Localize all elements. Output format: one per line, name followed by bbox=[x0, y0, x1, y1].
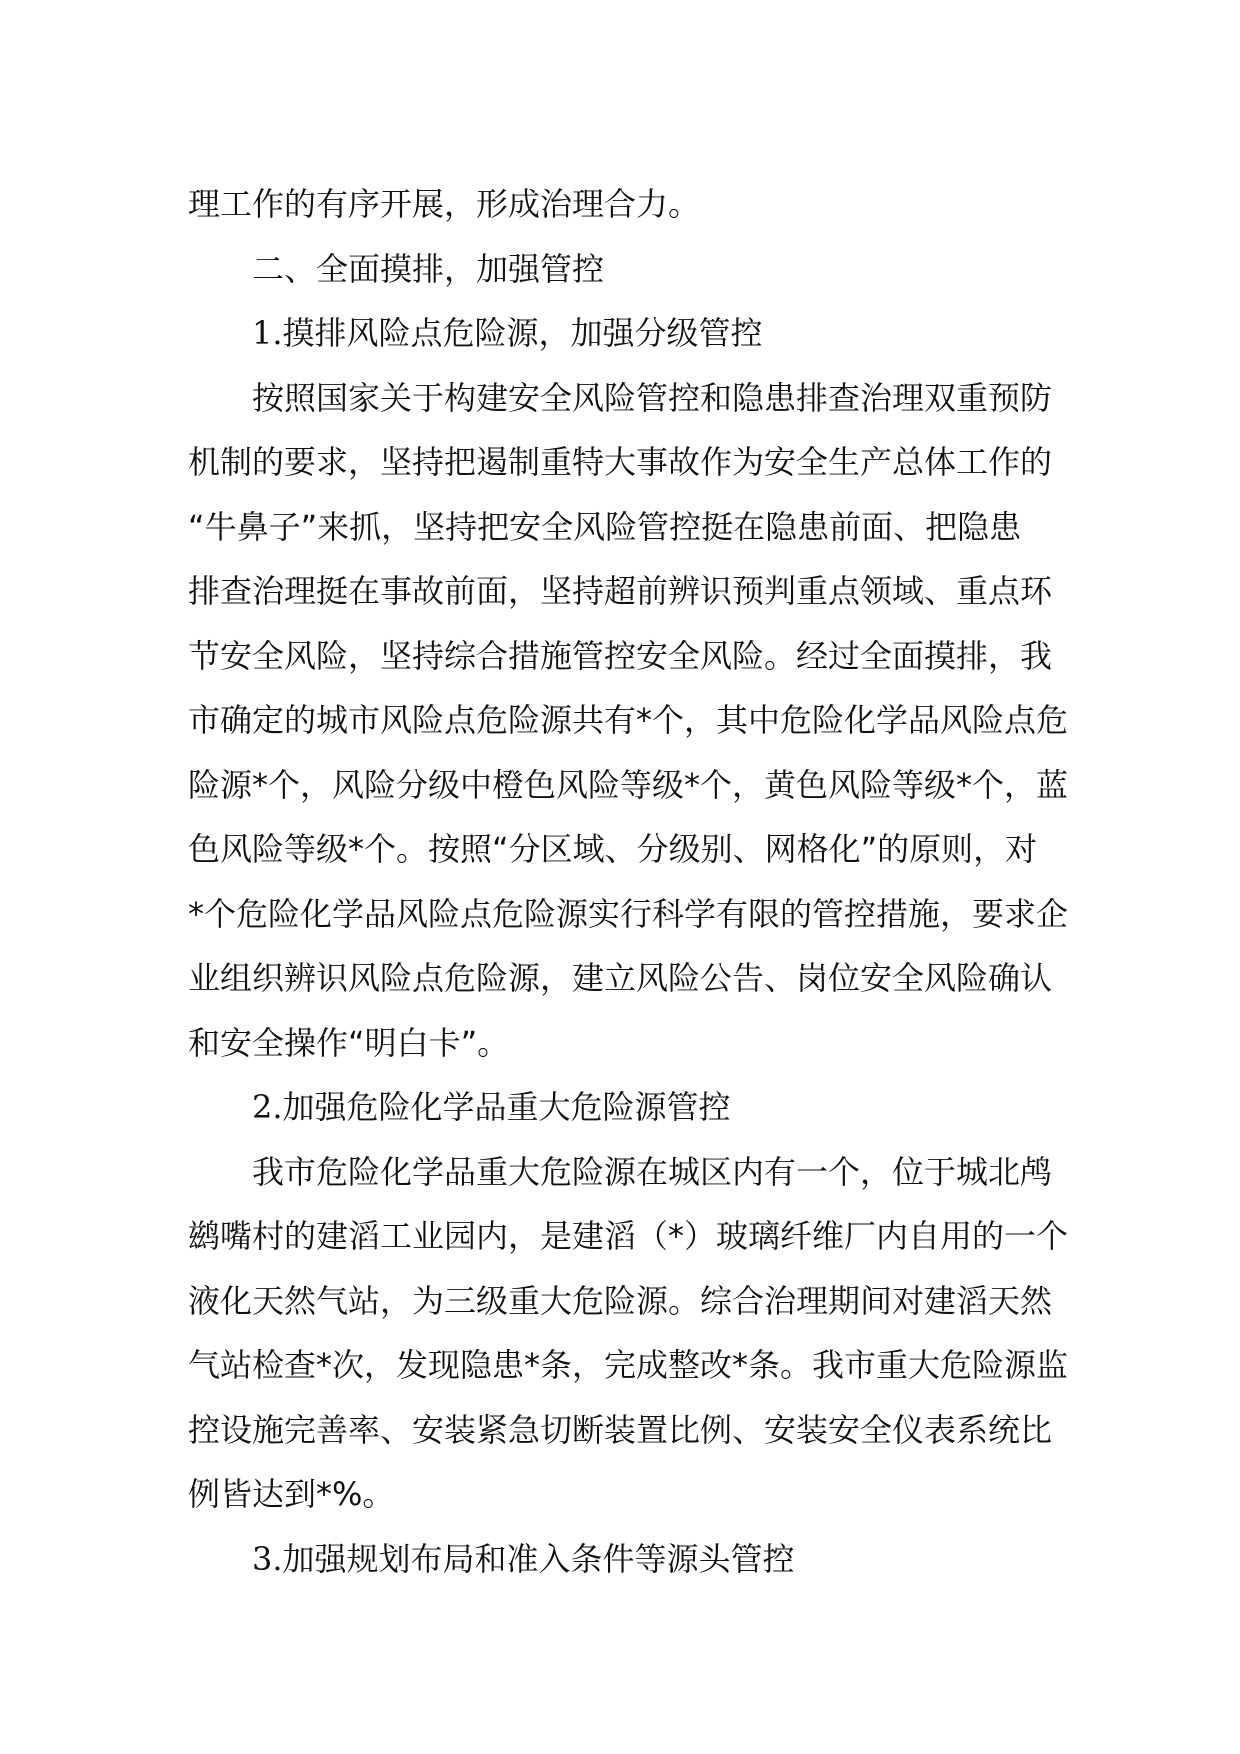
paragraph-line: *个危险化学品风险点危险源实行科学有限的管控措施，要求企 bbox=[188, 894, 1069, 933]
paragraph-line: 节安全风险，坚持综合措施管控安全风险。经过全面摸排，我 bbox=[188, 636, 1053, 675]
paragraph-line: 理工作的有序开展，形成治理合力。 bbox=[188, 185, 701, 223]
paragraph-line: 按照国家关于构建安全风险管控和隐患排查治理双重预防 bbox=[252, 378, 1053, 417]
subsection-heading: 3.加强规划布局和准入条件等源头管控 bbox=[252, 1539, 795, 1578]
paragraph-line: 例皆达到*%。 bbox=[188, 1475, 395, 1513]
paragraph-line: 排查治理挺在事故前面，坚持超前辨识预判重点领域、重点环 bbox=[188, 572, 1053, 610]
paragraph-line: 业组织辨识风险点危险源，建立风险公告、岗位安全风险确认 bbox=[188, 959, 1053, 997]
paragraph-line: 控设施完善率、安装紧急切断装置比例、安装安全仪表系统比 bbox=[188, 1410, 1053, 1449]
paragraph-line: 机制的要求，坚持把遏制重特大事故作为安全生产总体工作的 bbox=[188, 443, 1053, 481]
section-heading: 二、全面摸排，加强管控 bbox=[252, 249, 605, 288]
subsection-heading: 1.摸排风险点危险源，加强分级管控 bbox=[252, 314, 763, 352]
paragraph-line: 液化天然气站，为三级重大危险源。综合治理期间对建滔天然 bbox=[188, 1281, 1053, 1320]
paragraph-line: 色风险等级*个。按照“分区域、分级别、网格化”的原则，对 bbox=[188, 830, 1038, 868]
paragraph-line: 气站检查*次，发现隐患*条，完成整改*条。我市重大危险源监 bbox=[188, 1346, 1069, 1384]
paragraph-line: 市确定的城市风险点危险源共有*个，其中危险化学品风险点危 bbox=[188, 701, 1069, 739]
document-body bbox=[188, 172, 1069, 1591]
paragraph-line: “牛鼻子”来抓，坚持把安全风险管控挺在隐患前面、把隐患 bbox=[188, 507, 1022, 546]
paragraph-line: 鹚嘴村的建滔工业园内，是建滔（*）玻璃纤维厂内自用的一个 bbox=[188, 1217, 1069, 1255]
subsection-heading: 2.加强危险化学品重大危险源管控 bbox=[252, 1088, 731, 1126]
paragraph-line: 险源*个，风险分级中橙色风险等级*个，黄色风险等级*个，蓝 bbox=[188, 765, 1069, 804]
paragraph-line: 我市危险化学品重大危险源在城区内有一个，位于城北鸬 bbox=[252, 1152, 1053, 1191]
paragraph-line: 和安全操作“明白卡”。 bbox=[188, 1023, 510, 1062]
